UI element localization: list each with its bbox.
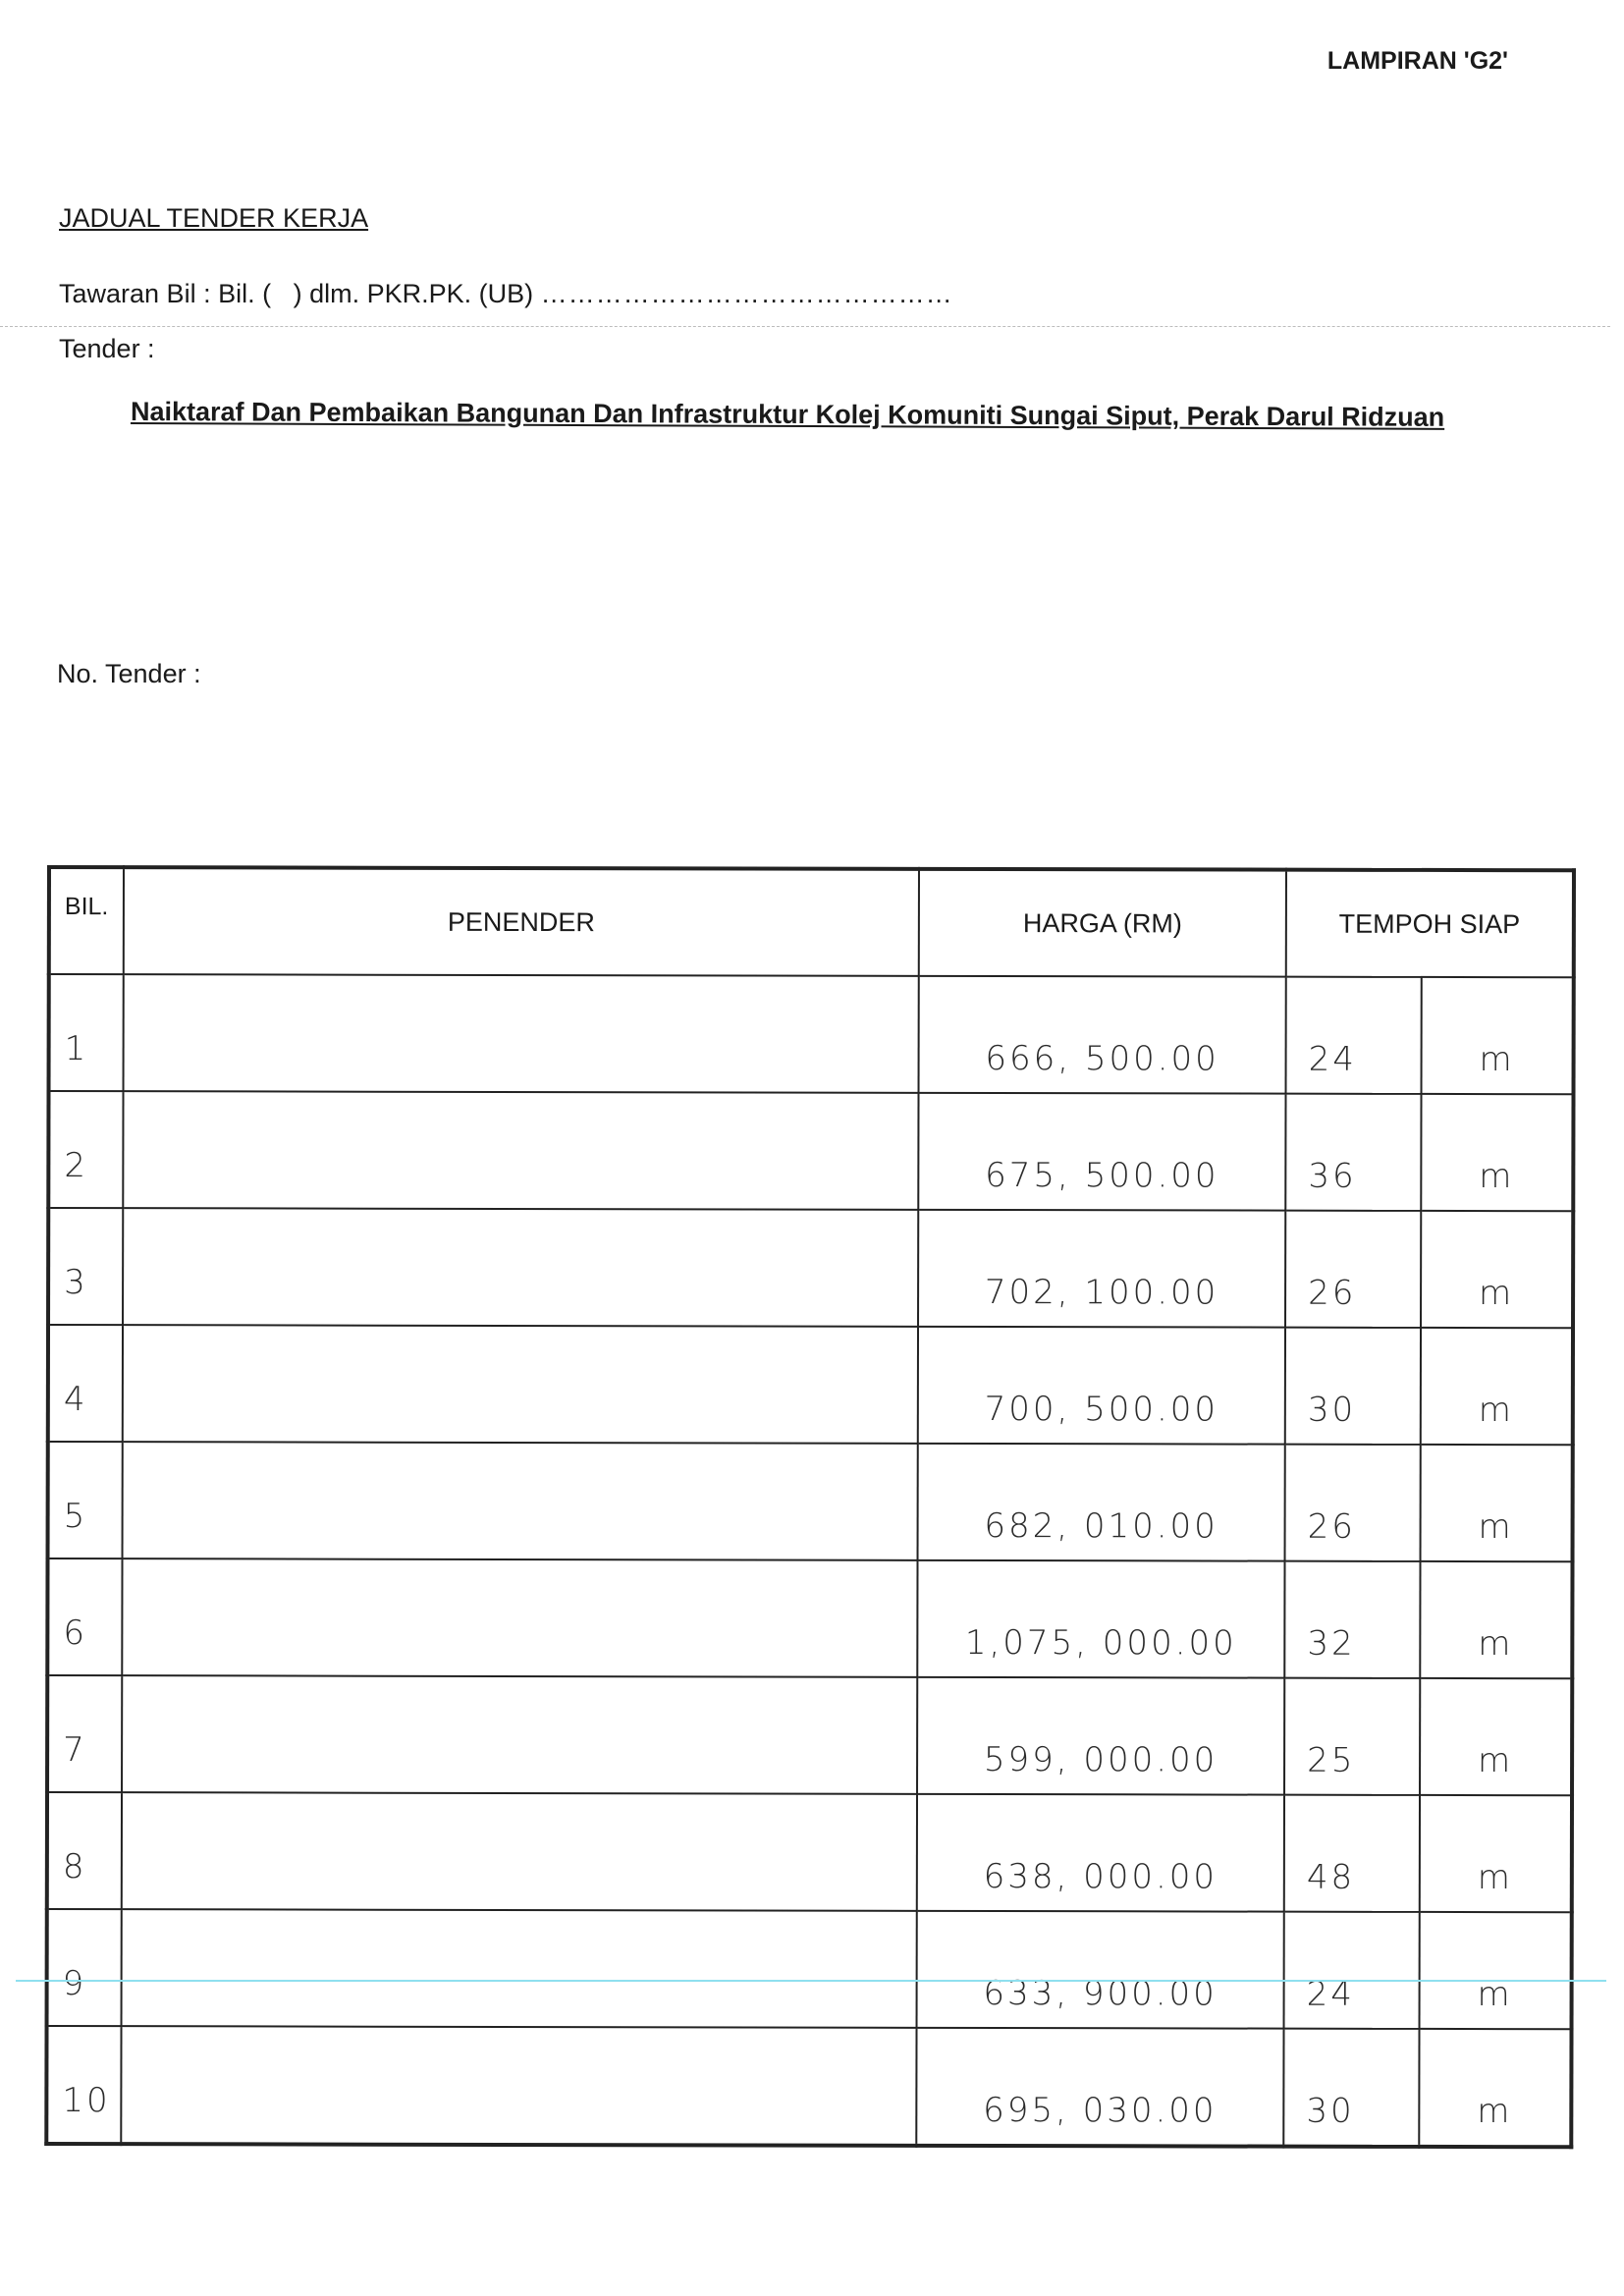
table-row <box>48 1091 1573 1211</box>
tempoh-unit-cell: m <box>1422 977 1574 1094</box>
penender-cell <box>122 1909 917 2028</box>
penender-cell <box>123 1091 918 1210</box>
tempoh-cell: 24 <box>1286 977 1422 1094</box>
tempoh-cell: 26 <box>1285 1445 1421 1561</box>
tawaran-text: Tawaran Bil : Bil. ( ) dlm. PKR.PK. (UB) <box>59 279 534 308</box>
bil-cell: 6 <box>47 1558 122 1675</box>
table-row <box>46 2026 1571 2147</box>
tempoh-cell: 24 <box>1284 1912 1420 2029</box>
tempoh-unit-cell: m <box>1420 1561 1572 1678</box>
bil-cell: 10 <box>46 2026 121 2144</box>
bil-cell: 1 <box>49 974 124 1091</box>
dashed-divider <box>0 326 1610 327</box>
tempoh-cell: 48 <box>1284 1795 1420 1912</box>
column-header-penender: PENENDER <box>124 867 919 976</box>
bil-cell: 7 <box>47 1675 122 1792</box>
harga-cell: 695, 030.00 <box>916 2028 1283 2147</box>
table-row <box>48 1325 1573 1445</box>
tempoh-unit-cell: m <box>1421 1094 1573 1211</box>
tempoh-unit-cell: m <box>1421 1211 1573 1328</box>
tempoh-unit-cell: m <box>1420 1795 1572 1912</box>
penender-cell <box>123 1325 918 1444</box>
harga-cell: 638, 000.00 <box>917 1794 1284 1912</box>
harga-cell: 633, 900.00 <box>917 1911 1284 2029</box>
tawaran-line <box>59 279 953 309</box>
project-title: Naiktaraf Dan Pembaikan Bangunan Dan Infrastruktur Kolej Komuniti Sungai Siput, Perak Darul Ridzuan <box>130 397 1445 432</box>
table-row <box>48 1208 1573 1328</box>
table-row <box>47 1909 1572 2029</box>
harga-cell: 599, 000.00 <box>917 1677 1284 1795</box>
tempoh-cell: 30 <box>1283 2029 1419 2147</box>
table-row <box>47 1558 1572 1678</box>
penender-cell <box>122 1792 917 1911</box>
penender-cell <box>121 2026 916 2146</box>
no-tender-label: No. Tender : <box>57 659 201 688</box>
bil-cell: 4 <box>48 1325 123 1442</box>
tempoh-unit-cell: m <box>1419 2029 1571 2147</box>
penender-cell <box>123 1208 918 1327</box>
penender-cell <box>122 1558 917 1677</box>
tempoh-unit-cell: m <box>1420 1912 1572 2029</box>
column-header-tempoh-siap: TEMPOH SIAP <box>1286 870 1574 978</box>
document-title: JADUAL TENDER KERJA <box>59 203 369 233</box>
harga-cell: 666, 500.00 <box>919 976 1286 1094</box>
harga-cell: 1,075, 000.00 <box>917 1560 1284 1678</box>
table-header-row <box>49 867 1574 977</box>
penender-cell <box>122 1675 917 1794</box>
tawaran-dots: ……………………………………… <box>540 279 953 308</box>
tender-label: Tender : <box>59 334 155 363</box>
bottom-rule <box>16 1980 1606 1982</box>
bil-cell: 3 <box>48 1208 123 1325</box>
table-row <box>48 1442 1573 1561</box>
table-row <box>47 1675 1572 1795</box>
table-row <box>49 974 1574 1094</box>
harga-cell: 675, 500.00 <box>918 1093 1285 1211</box>
tempoh-unit-cell: m <box>1420 1678 1572 1795</box>
table-row <box>47 1792 1572 1912</box>
bil-cell: 2 <box>48 1091 123 1208</box>
bil-cell: 8 <box>47 1792 122 1909</box>
harga-cell: 702, 100.00 <box>918 1210 1285 1328</box>
bil-cell: 9 <box>47 1909 122 2026</box>
tempoh-cell: 30 <box>1285 1328 1421 1445</box>
tempoh-cell: 36 <box>1285 1094 1421 1211</box>
tender-table <box>44 865 1576 2149</box>
tempoh-cell: 25 <box>1284 1678 1420 1795</box>
column-header-bil: BIL. <box>49 867 124 974</box>
harga-cell: 682, 010.00 <box>918 1444 1285 1561</box>
column-header-harga: HARGA (RM) <box>919 869 1286 977</box>
tempoh-cell: 26 <box>1285 1211 1421 1328</box>
penender-cell <box>124 974 919 1093</box>
lampiran-label: LAMPIRAN 'G2' <box>1326 47 1508 75</box>
tempoh-cell: 32 <box>1284 1561 1420 1678</box>
tempoh-unit-cell: m <box>1421 1445 1573 1561</box>
harga-cell: 700, 500.00 <box>918 1327 1285 1445</box>
tempoh-unit-cell: m <box>1421 1328 1573 1445</box>
penender-cell <box>123 1442 918 1560</box>
bil-cell: 5 <box>48 1442 123 1558</box>
